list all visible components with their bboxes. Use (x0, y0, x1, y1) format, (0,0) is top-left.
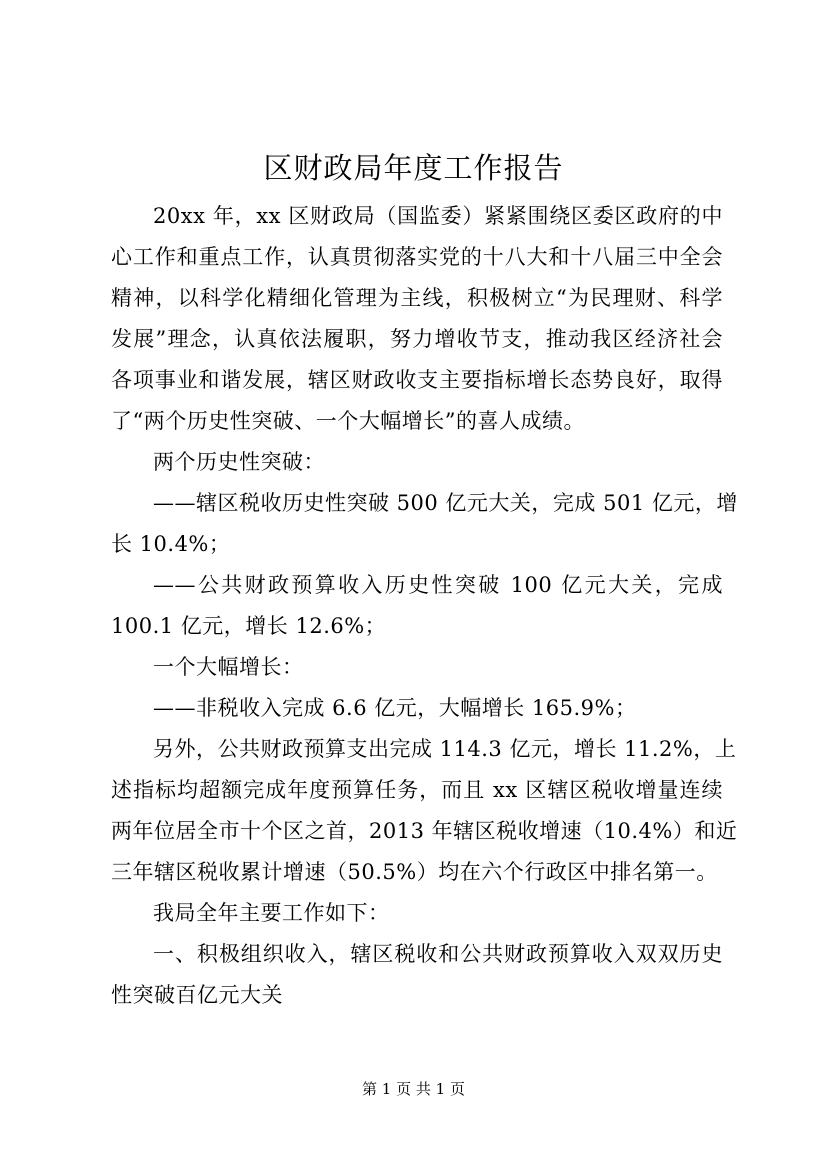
body-line: 三年辖区税收累计增速（50.5%）均在六个行政区中排名第一。 (111, 860, 718, 884)
body-line: 一个大幅增长： (153, 655, 304, 679)
body-line: 发展”理念，认真依法履职，努力增收节支，推动我区经济社会 (111, 327, 723, 351)
document-body (111, 196, 738, 1016)
body-line: 性突破百亿元大关 (111, 983, 283, 1007)
body-line: 两个历史性突破： (153, 450, 325, 474)
body-line: 我局全年主要工作如下： (153, 901, 390, 925)
page-footer: 第 1 页 共 1 页 (362, 1080, 465, 1098)
body-line: 精神，以科学化精细化管理为主线，积极树立“为民理财、科学 (111, 286, 723, 310)
body-line: 一、积极组织收入，辖区税收和公共财政预算收入双双历史 (153, 942, 723, 966)
body-line: 100.1 亿元，增长 12.6%； (111, 614, 387, 638)
body-line: 述指标均超额完成年度预算任务，而且 xx 区辖区税收增量连续 (111, 778, 723, 802)
body-line: 了“两个历史性突破、一个大幅增长”的喜人成绩。 (111, 409, 585, 433)
body-line: 心工作和重点工作，认真贯彻落实党的十八大和十八届三中全会 (111, 245, 723, 269)
body-line: 另外，公共财政预算支出完成 114.3 亿元，增长 11.2%，上 (153, 737, 737, 761)
document-title: 区财政局年度工作报告 (263, 151, 564, 185)
body-line: 各项事业和谐发展，辖区财政收支主要指标增长态势良好，取得 (111, 368, 723, 392)
body-line: 20xx 年，xx 区财政局（国监委）紧紧围绕区委区政府的中 (153, 204, 723, 228)
body-line: ——辖区税收历史性突破 500 亿元大关，完成 501 亿元，增 (153, 491, 738, 515)
body-line: ——公共财政预算收入历史性突破 100 亿元大关，完成 (153, 573, 723, 597)
body-line: 长 10.4%； (111, 532, 231, 556)
body-line: ——非税收入完成 6.6 亿元，大幅增长 165.9%； (153, 696, 637, 720)
body-line: 两年位居全市十个区之首，2013 年辖区税收增速（10.4%）和近 (111, 819, 738, 843)
